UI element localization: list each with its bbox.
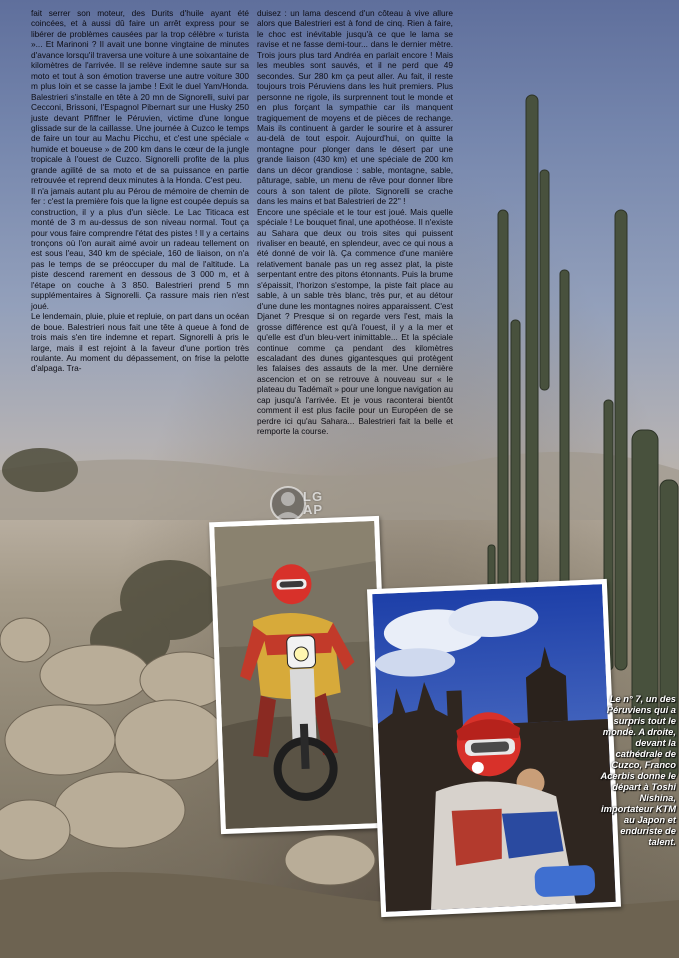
photo-cuzco-cathedral: [367, 579, 621, 917]
article-column-right: duisez : un lama descend d'un côteau à vive allure alors que Balestrieri est à fond de cinq. Rien à faire, le choc est inévitable jusqu'à ce que le lama se ravise et ne fasse demi-tour... dans le dernier mètre. Trois jours plus tard Andréa en parlait encore ! Mais les meubles sont sauvés, et il ne perd que 49 secondes. Sur 280 km ça peut aller. Au fait, il reste toujours trois Péruviens dans les huit premiers. Plus personne ne rigole, ils surprennent tout le monde et en plus forçant la sympathie car ils manquent tragiquement de moyens et de pièces de rechange. Mais ils continuent à garder le sourire et à assurer au-delà de tout espoir. Aujourd'hui, on quitte la montagne pour plonger dans le désert par une grande liaison (430 km) et une spéciale de 200 km dans un décor grandiose : sable, montagne, sable, pâturage, sable, un menu de rêve pour donner libre cours à son talent de pilote. Signorelli se crache dans les mains et bat Balestrieri de 22'' ! Encore une spéciale et le tour est joué. Mais quelle spéciale ! Le bouquet final, une apothéose. Il n'existe au Sahara que deux ou trois sites qui puissent rivaliser en beauté, en splendeur, avec ce qui nous a été donné de voir là. Ça commence d'une manière relativement banale pas un reg assez plat, la piste serpentant entre des pitons étonnants. Puis la brume s'épaissit, l'horizon s'estompe, la piste fait place au sable, à un sable très blanc, très pur, et au détour d'une dune les montagnes noires apparaissent. C'est Djanet ? Presque si on regarde vers l'est, mais la grosse différence est qu'à l'ouest, il y a la mer et qu'elle est d'un bleu-vert inimittable... Et la spéciale continue comme ça pendant des kilomètres escaladant des dunes gigantesques qui protègent les falaises des assauts de la mer. Une dernière ascencion et on se retrouve à nouveau sur « le plateau du Tadémaït » pour une longue navigation au cap jusqu'à l'arrivée. Et je vous raconterai bientôt comment il est plus facile pour un Européen de se perdre ici qu'au Sahara... Balestrieri fait la belle et remporte la course.: [257, 8, 453, 437]
photo-rider-number-7: [209, 516, 391, 834]
watermark-text: LG AP: [303, 489, 324, 517]
cathedral-rider-image: [372, 584, 616, 912]
rider-motorcycle-image: [214, 521, 385, 829]
photo-caption: Le n° 7, un des Péruviens qui a surpris tout le monde. A droite, devant la cathédrale de Cuzco, Franco Acerbis donne le départ à Toshi Nishina, importateur KTM au Japon et enduriste de talent.: [600, 693, 676, 847]
article-column-left: fait serrer son moteur, des Durits d'huile ayant été coincées, et à aussi dû faire un arrêt express pour se libérer de problèmes causées par la trop célèbre « turista »... Et Marinoni ? Il avait une bonne vingtaine de minutes d'avance lorsqu'il traversa une voiture à une soixantaine de kilomètres de l'arrivée. Il se relève indemne saute sur sa moto et tout à son émotion traverse une autre voiture 300 m plus loin et se casse la jambe ! Exit le duel Yam/Honda. Balestrieri s'installe en tête à 20 mn de Signorelli, suivi par Cecconi, Brissoni, l'Espagnol Pibernart sur une Husky 250 juste devant Pfiffner le Péruvien, victime d'une longue glissade sur de la caillasse. Une journée à Cuzco le temps de faire un tour au Machu Picchu, et c'est une spéciale « humide et boueuse » de 200 km dans le cœur de la jungle tropicale à l'ouest de Cuzco. Signorelli profite de la plus grande agilité de sa moto et de sa puissance en partie retrouvée et reprend deux minutes à la Honda. C'est peu. Il n'a jamais autant plu au Pérou de mémoire de chemin de fer : c'est la première fois que la ligne est coupée depuis sa construction, il y a plus d'un siècle. Le Lac Titicaca est monté de 3 m au-dessus de son niveau normal. Tout ça pour vous faire comprendre l'état des pistes ! Il y a certains tronçons où l'on aurait aimé avoir un radeau tellement on est sous l'eau, 340 km de spéciale, 160 de liaison, on n'a pas le temps de se préoccuper du mal de l'altitude. La piste descend rarement en dessous de 3 000 m, et à l'étape on couche à 3 850. Balestrieri prend 5 mn supplémentaires à Signorelli. Ça rassure mais rien n'est joué. Le lendemain, pluie, pluie et repluie, on part dans un océan de boue. Balestrieri nous fait une tête à queue à fond de trois mais s'en tire indemne et repart. Signorelli à pris le large, mais il est rejoint à la faveur d'une portion très roulante. Au moment du dépassement, on frise la pelotte d'alpaga. Tra-: [31, 8, 249, 374]
